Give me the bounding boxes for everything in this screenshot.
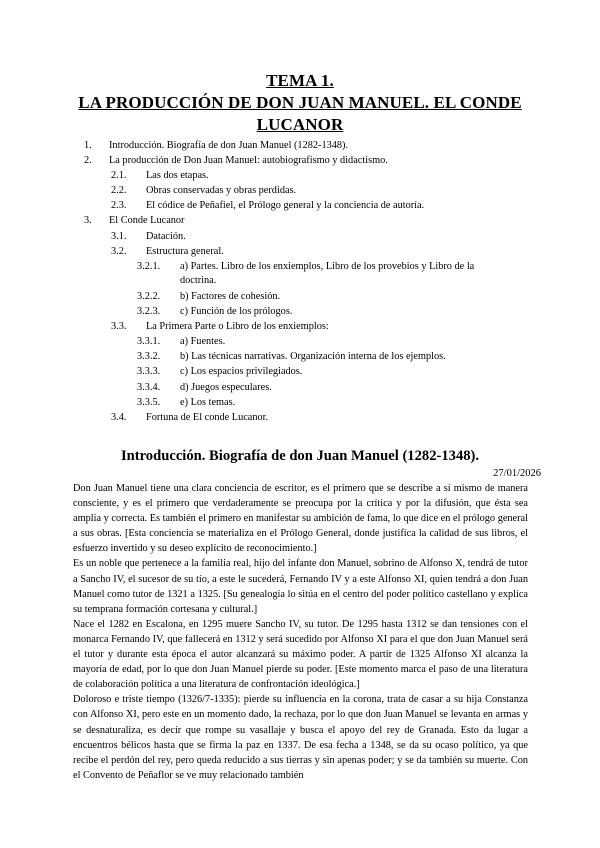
outline-text: Introducción. Biografía de don Juan Manuel (1282-1348). — [109, 140, 349, 151]
outline-item — [0, 214, 600, 229]
outline-text: Datación. — [146, 230, 186, 242]
outline-text: Las dos etapas. — [146, 170, 209, 182]
outline-number: 3.3.4. — [137, 381, 161, 393]
outline-number: 2.1. — [111, 170, 127, 182]
outline-item — [0, 305, 600, 320]
outline-text: e) Los temas. — [180, 396, 236, 408]
outline-number: 3.2. — [111, 245, 127, 257]
outline-item — [0, 290, 600, 305]
outline-item — [0, 230, 600, 245]
outline-number: 3.3. — [111, 321, 127, 333]
outline-number: 3.1. — [111, 230, 127, 242]
outline-item — [0, 139, 600, 154]
outline-number: 3.2.3. — [137, 306, 161, 318]
outline-number: 3. — [84, 215, 92, 227]
outline-item — [0, 260, 600, 290]
outline-item — [0, 184, 600, 199]
outline-text: Fortuna de El conde Lucanor. — [146, 411, 269, 423]
outline-item — [0, 199, 600, 214]
title-line: LUCANOR — [256, 115, 344, 134]
outline-item — [0, 320, 600, 335]
outline-item — [0, 350, 600, 365]
outline-text: La Primera Parte o Libro de los enxiemplos: — [146, 321, 329, 333]
outline-item — [0, 396, 600, 411]
outline-number: 3.2.1. — [137, 260, 161, 272]
outline-number: 1. — [84, 140, 92, 151]
outline-number: 3.4. — [111, 411, 127, 423]
outline-text: La producción de Don Juan Manuel: autobiografismo y didactismo. — [109, 155, 388, 167]
document-title — [60, 70, 540, 136]
outline-text: a) Partes. Libro de los enxiemplos, Libro de los provebios y Libro de la doctrina. — [180, 260, 475, 286]
outline-text: b) Factores de cohesión. — [180, 290, 281, 302]
outline-number: 3.2.2. — [137, 290, 161, 302]
paragraph: Es un noble que pertenece a la familia real, hijo del infante don Manuel, sobrino de Alfonso X, tendrá de tutor a Sancho IV, el sucesor de su tío, a este le sucederá, Fernando IV y a este Alfonso XI, quien tendrá a don Juan Manuel como tutor de 1321 a 1325. [Su genealogía lo sitúa en el centro del poder político castellano y explica su temprana formación cortesana y cultural.] — [73, 558, 528, 615]
body-text — [73, 481, 528, 783]
outline-text: El códice de Peñafiel, el Prólogo general y la conciencia de autoría. — [146, 200, 425, 212]
outline-number: 3.3.1. — [137, 336, 161, 348]
outline-number: 2. — [84, 155, 92, 167]
outline-item — [0, 365, 600, 380]
section-heading: Introducción. Biografía de don Juan Manuel (1282-1348). — [120, 448, 480, 464]
outline-item — [0, 169, 600, 184]
title-line: LA PRODUCCIÓN DE DON JUAN MANUEL. EL CONDE — [78, 93, 522, 112]
paragraph: Don Juan Manuel tiene una clara conciencia de escritor, es el primero que se describe a sí mismo de manera consciente, y es el primero que verdaderamente se preocupa por la crítica y por la difusión, que ésta sea amplia y correcta. Es también el primero en manifestar su ambición de fama, lo que dice en el prólogo general a sus obras. [Esta conciencia se materializa en el Prólogo General, donde justifica la calidad de sus libros, el esfuerzo invertido y su deseo explícito de reconocimiento.] — [73, 483, 528, 555]
outline-number: 3.3.2. — [137, 351, 161, 363]
outline-item — [0, 154, 600, 169]
paragraph: Doloroso e triste tiempo (1326/7-1335): pierde su influencia en la corona, trata de casar a su hija Constanza con Alfonso XI, pero este en un momento dado, la rechaza, por lo que don Juan Manuel se levanta en armas y se desnaturaliza, es decir que rompe su vasallaje y busca el apoyo del rey de Granada. Esto da lugar a encuentros bélicos hasta que se firma la paz en 1337. De esa fecha a 1348, se da su ocaso político, ya que recibe el perdón del rey, pero queda reducido a sus tierras y sin apenas poder; y se da también su muerte. Con el Convento de Peñaflor se ve muy relacionado también — [73, 694, 528, 781]
title-line: TEMA 1. — [266, 71, 334, 90]
outline-text: b) Las técnicas narrativas. Organización interna de los ejemplos. — [180, 351, 446, 363]
outline-text: d) Juegos especulares. — [180, 381, 272, 393]
outline-text: Obras conservadas y obras perdidas. — [146, 185, 297, 197]
outline-list — [0, 139, 600, 426]
outline-number: 3.3.3. — [137, 366, 161, 378]
outline-item — [0, 245, 600, 260]
outline-number: 3.3.5. — [137, 396, 161, 408]
outline-text: c) Función de los prólogos. — [180, 306, 293, 318]
outline-item — [0, 381, 600, 396]
outline-item — [0, 411, 600, 426]
outline-text: El Conde Lucanor — [109, 215, 185, 227]
paragraph: Nace el 1282 en Escalona, en 1295 muere Sancho IV, su tutor. De 1295 hasta 1312 se dan tensiones con el monarca Fernando IV, que fallecerá en 1312 y será sucedido por Alfonso XI para el que don Juan Manuel será el tutor y durante esta época el autor alcanzará su máximo poder. A partir de 1325 Alfonso XI alcanza la mayoría de edad, por lo que don Juan Manuel pierde su poder. [Este momento marca el paso de una literatura de colaboración política a una literatura de confrontación ideológica.] — [73, 618, 528, 691]
outline-item — [0, 335, 600, 350]
outline-number: 2.2. — [111, 185, 127, 197]
date-stamp: 27/01/2026 — [493, 468, 541, 479]
outline-text: a) Fuentes. — [180, 336, 226, 348]
outline-text: Estructura general. — [146, 245, 224, 257]
outline-text: c) Los espacios privilegiados. — [180, 366, 303, 378]
outline-number: 2.3. — [111, 200, 127, 212]
